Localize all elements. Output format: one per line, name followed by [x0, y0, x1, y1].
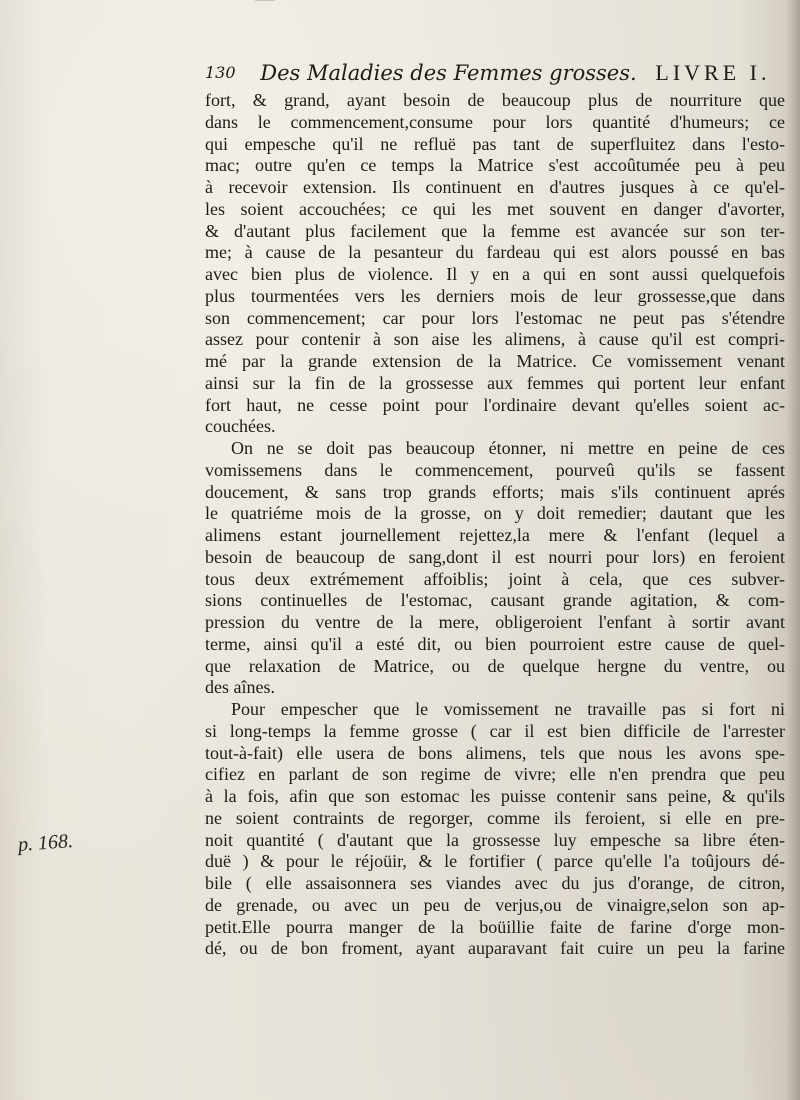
text-line: pression du ventre de la mere, obligeroient l'enfant à sortir avant — [205, 612, 785, 632]
running-head — [205, 60, 780, 92]
page-edge-shadow — [786, 0, 800, 1100]
text-line: assez pour contenir à son aise les alimens, à cause qu'il est compri- — [205, 329, 785, 350]
text-line: bile ( elle assaisonnera ses viandes avec du jus d'orange, de citron, — [205, 873, 785, 893]
text-line: couchées. — [205, 416, 276, 437]
text-line: à recevoir extension. Ils continuent en d'autres jusques à ce qu'el- — [205, 177, 785, 197]
text-line: fort haut, ne cesse point pour l'ordinaire devant qu'elles soient ac- — [205, 394, 785, 415]
running-title: Des Maladies des Femmes grosses. — [260, 61, 637, 85]
text-line: le quatriéme mois de la grosse, on y doit remedier; dautant que les — [205, 503, 785, 524]
text-line: ne soient contraints de regorger, comme ils feroient, si elle en pre- — [205, 807, 785, 828]
text-line: des aînes. — [205, 677, 275, 698]
text-line: tout-à-fait) elle usera de bons alimens, tels que nous les avons spe- — [205, 742, 785, 763]
handwritten-margin-note: p. 168. — [17, 830, 74, 856]
text-line: dans le commencement,consume pour lors quantité d'humeurs; ce — [205, 111, 785, 132]
text-line: vomissemens dans le commencement, pourveû qu'ils se fassent — [205, 459, 785, 480]
page-mark — [255, 0, 275, 15]
text-line: dé, ou de bon froment, ayant auparavant fait cuire un peu la farine — [205, 938, 785, 959]
text-line: mé par la grande extension de la Matrice. Ce vomissement venant — [205, 351, 785, 371]
paragraph-start: Pour empescher que le vomissement ne travaille pas si fort ni — [231, 699, 785, 719]
text-line: à la fois, afin que son estomac les puisse contenir sans peine, & qu'ils — [205, 786, 785, 806]
text-line: mac; outre qu'en ce temps la Matrice s'est accoûtumée peu à peu — [205, 155, 785, 176]
text-line: les soient accouchées; ce qui les met souvent en danger d'avorter, — [205, 198, 785, 219]
text-line: fort, & grand, ayant besoin de beaucoup plus de nourriture que — [205, 90, 785, 110]
text-line: sions continuelles de l'estomac, causant grande agitation, & com- — [205, 590, 785, 611]
text-line: ainsi sur la fin de la grossesse aux femmes qui portent leur enfant — [205, 372, 785, 393]
text-line: tous deux extrémement affoiblis; joint à cela, que ces subver- — [205, 568, 785, 589]
text-line: & d'autant plus facilement que la femme est avancée sur son ter- — [205, 220, 785, 241]
text-line: doucement, & sans trop grands efforts; mais s'ils continuent aprés — [205, 481, 785, 502]
text-line: de grenade, ou avec un peu de verjus,ou de vinaigre,selon son ap- — [205, 894, 785, 915]
text-line: alimens estant journellement rejettez,la mere & l'enfant (lequel a — [205, 525, 785, 545]
text-line: avec bien plus de violence. Il y en a qui en sont aussi quelquefois — [205, 264, 785, 284]
text-line: qui empesche qu'il ne refluë pas tant de superfluitez dans l'esto- — [205, 133, 785, 154]
text-line: si long-temps la femme grosse ( car il est bien difficile de l'arrester — [205, 720, 785, 741]
text-line: cifiez en parlant de son regime de vivre; elle n'en prendra que peu — [205, 764, 785, 785]
text-line: duë ) & pour le réjoüir, & le fortifier ( parce qu'elle l'a toûjours dé- — [205, 851, 785, 872]
page-number: 130 — [205, 63, 236, 82]
text-line: besoin de beaucoup de sang,dont il est nourri pour lors) en feroient — [205, 546, 785, 567]
text-line: que relaxation de Matrice, ou de quelque hergne du ventre, ou — [205, 655, 785, 676]
text-line: petit.Elle pourra manger de la boüillie faite de farine d'orge mon- — [205, 916, 785, 937]
text-line: terme, ainsi qu'il a esté dit, ou bien pourroient estre cause de quel- — [205, 633, 785, 654]
text-line: me; à cause de la pesanteur du fardeau qui est alors poussé en bas — [205, 242, 785, 263]
text-line: noit quantité ( d'autant que la grossesse luy empesche sa libre éten- — [205, 829, 785, 850]
body-text — [205, 90, 785, 960]
text-line: son commencement; car pour lors l'estomac ne peut pas s'étendre — [205, 307, 785, 328]
book-label: LIVRE I. — [655, 60, 771, 85]
paragraph-start: On ne se doit pas beaucoup étonner, ni mettre en peine de ces — [231, 438, 785, 458]
text-line: plus tourmentées vers les derniers mois de leur grossesse,que dans — [205, 285, 785, 306]
